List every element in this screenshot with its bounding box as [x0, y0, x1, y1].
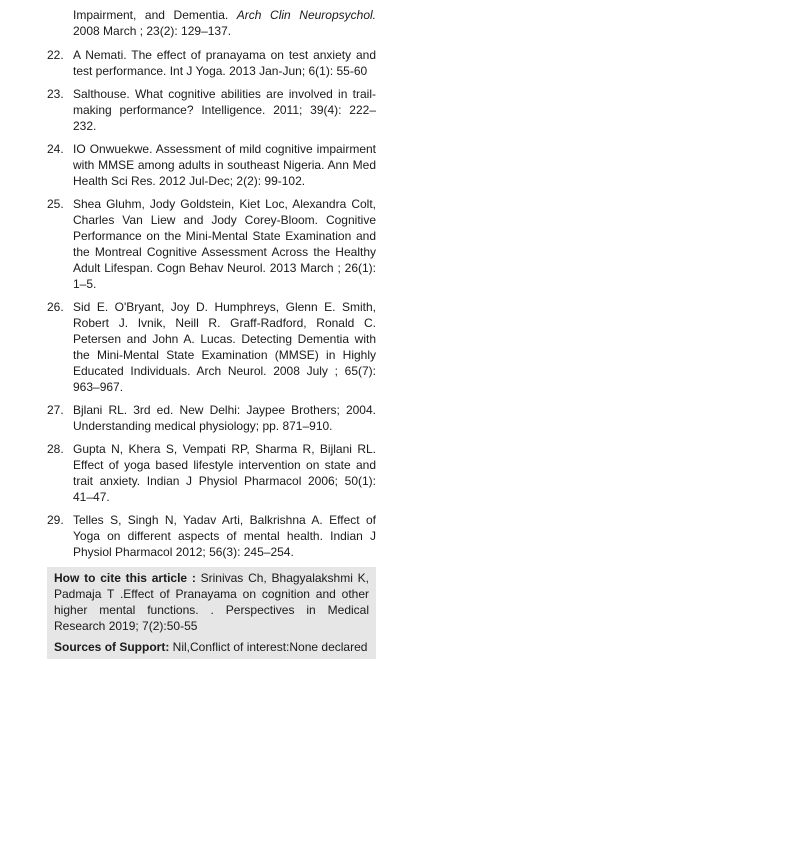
citation-box — [47, 567, 376, 659]
reference-item — [47, 47, 376, 79]
reference-text: Telles S, Singh N, Yadav Arti, Balkrishna A. Effect of Yoga on different aspects of mental health. Indian J Physiol Pharmacol 2012; 56(3): 245–254. — [73, 513, 376, 559]
reference-text: Shea Gluhm, Jody Goldstein, Kiet Loc, Alexandra Colt, Charles Van Liew and Jody Corey-Bloom. Cognitive Performance on the Mini-Mental State Examination and the Montreal Cognitive Assessment Across the Healthy Adult Lifespan. Cogn Behav Neurol. 2013 March ; 26(1): 1–5. — [73, 197, 376, 291]
reference-number: 27. — [47, 403, 64, 417]
reference-item — [47, 441, 376, 505]
reference-item — [47, 86, 376, 134]
reference-text: 2008 March ; 23(2): 129–137. — [73, 24, 232, 38]
how-to-cite-label: How to cite this article : — [54, 571, 196, 585]
reference-text: A Nemati. The effect of pranayama on test anxiety and test performance. Int J Yoga. 2013 Jan-Jun; 6(1): 55-60 — [73, 48, 376, 78]
reference-item — [47, 512, 376, 560]
reference-number: 28. — [47, 442, 64, 456]
references-column — [47, 7, 376, 659]
reference-text: IO Onwuekwe. Assessment of mild cognitive impairment with MMSE among adults in southeast Nigeria. Ann Med Health Sci Res. 2012 Jul-Dec; 2(2): 99-102. — [73, 142, 376, 188]
reference-number: 24. — [47, 142, 64, 156]
reference-number: 22. — [47, 48, 64, 62]
support-text: Nil,Conflict of interest:None declared — [169, 640, 368, 654]
reference-text: Gupta N, Khera S, Vempati RP, Sharma R, Bijlani RL. Effect of yoga based lifestyle intervention on state and trait anxiety. Indian J Physiol Pharmacol 2006; 50(1): 41–47. — [73, 442, 376, 504]
how-to-cite-text: Srinivas Ch, Bhagyalakshmi K, Padmaja T .Effect of Pranayama on cognition and other higher mental functions. . Perspectives in Medical Research 2019; 7(2):50-55 — [54, 571, 369, 633]
sources-of-support — [54, 639, 369, 655]
reference-number: 26. — [47, 300, 64, 314]
support-label: Sources of Support: — [54, 640, 170, 654]
reference-item — [47, 196, 376, 292]
reference-text: Impairment, and Dementia. — [73, 8, 237, 22]
reference-item — [47, 299, 376, 395]
reference-number: 29. — [47, 513, 64, 527]
reference-number: 25. — [47, 197, 64, 211]
reference-number: 23. — [47, 87, 64, 101]
reference-item — [47, 141, 376, 189]
reference-item — [47, 402, 376, 434]
reference-21-continuation — [47, 7, 376, 39]
journal-name: Arch Clin Neuropsychol. — [236, 8, 376, 22]
reference-text: Bjlani RL. 3rd ed. New Delhi: Jaypee Brothers; 2004. Understanding medical physiology; pp. 871–910. — [73, 403, 376, 433]
reference-text: Salthouse. What cognitive abilities are involved in trail-making performance? Intelligence. 2011; 39(4): 222–232. — [73, 87, 376, 133]
reference-text: Sid E. O'Bryant, Joy D. Humphreys, Glenn E. Smith, Robert J. Ivnik, Neill R. Graff-Radford, Ronald C. Petersen and John A. Lucas. Detecting Dementia with the Mini-Mental State Examination (MMSE) in Highly Educated Individuals. Arch Neurol. 2008 July ; 65(7): 963–967. — [73, 300, 376, 394]
how-to-cite — [54, 570, 369, 634]
